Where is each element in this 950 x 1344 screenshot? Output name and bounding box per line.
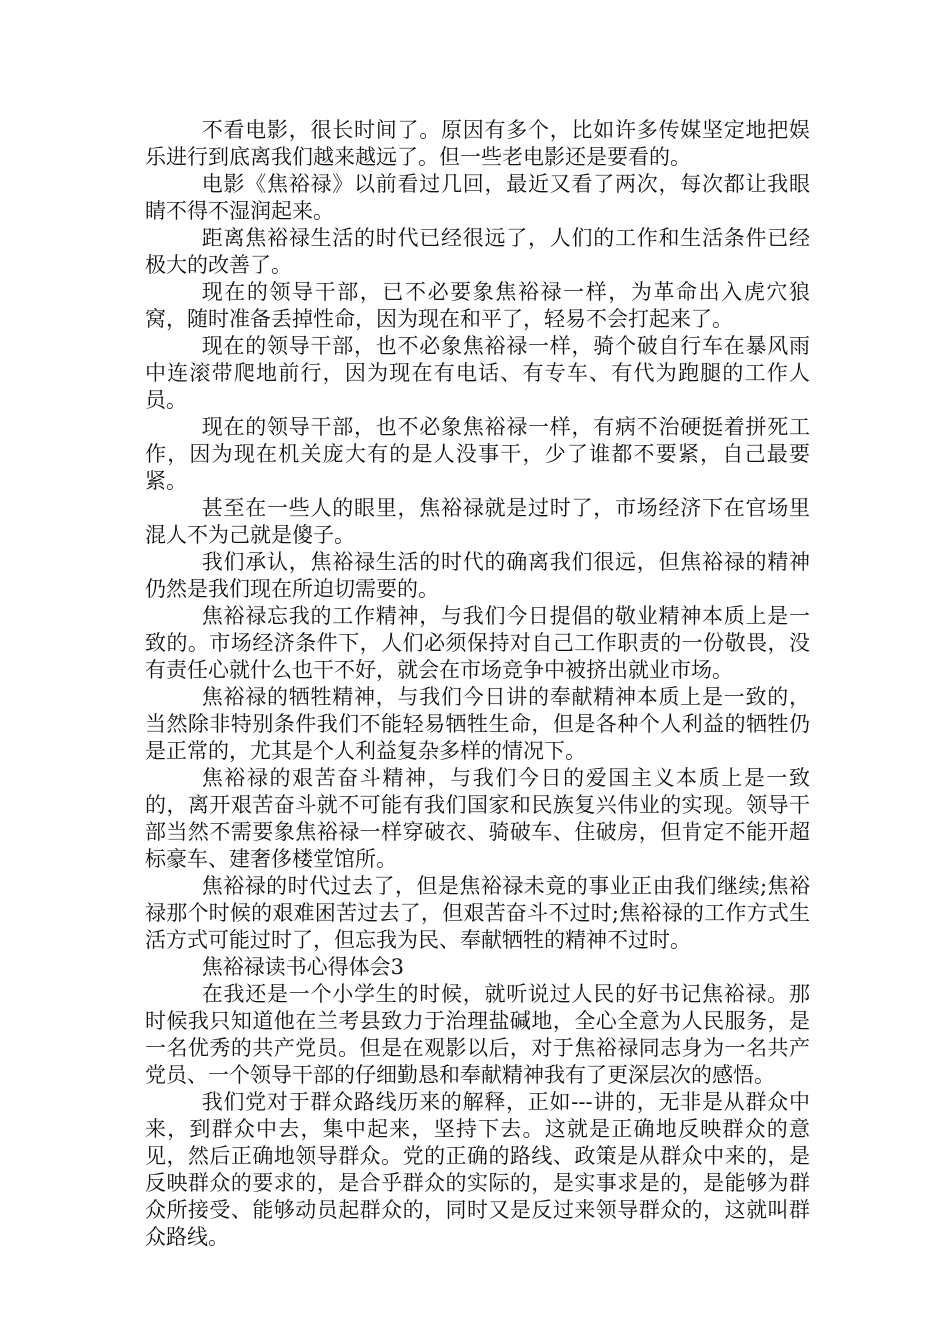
paragraph-12: 焦裕禄的时代过去了，但是焦裕禄未竟的事业正由我们继续;焦裕禄那个时候的艰难困苦过去了，但艰苦奋斗不过时;焦裕禄的工作方式生活方式可能过时了，但忘我为民、奉献牺牲的精神不过时。 <box>145 874 810 952</box>
paragraph-1: 不看电影，很长时间了。原因有多个，比如许多传媒坚定地把娱乐进行到底离我们越来越远了。但一些老电影还是要看的。 <box>145 118 810 169</box>
paragraph-10: 焦裕禄的牺牲精神，与我们今日讲的奉献精神本质上是一致的，当然除非特别条件我们不能轻易牺牲生命，但是各种个人利益的牺牲仍是正常的，尤其是个人利益复杂多样的情况下。 <box>145 685 810 763</box>
section-heading: 焦裕禄读书心得体会3 <box>201 955 405 979</box>
paragraph-5: 现在的领导干部，也不必象焦裕禄一样，骑个破自行车在暴风雨中连滚带爬地前行，因为现在有电话、有专车、有代为跑腿的工作人员。 <box>145 334 810 412</box>
paragraph-9: 焦裕禄忘我的工作精神，与我们今日提倡的敬业精神本质上是一致的。市场经济条件下，人们必须保持对自己工作职责的一份敬畏，没有责任心就什么也干不好，就会在市场竞争中被挤出就业市场。 <box>145 604 810 682</box>
document-body <box>145 117 810 1251</box>
paragraph-8: 我们承认，焦裕禄生活的时代的确离我们很远，但焦裕禄的精神仍然是我们现在所迫切需要的。 <box>145 550 810 601</box>
paragraph-15: 我们党对于群众路线历来的解释，正如---讲的，无非是从群众中来，到群众中去，集中起来，坚持下去。这就是正确地反映群众的意见，然后正确地领导群众。党的正确的路线、政策是从群众中来的，是反映群众的要求的，是合乎群众的实际的，是实事求是的，是能够为群众所接受、能够动员起群众的，同时又是反过来领导群众的，这就叫群众路线。 <box>145 1090 810 1249</box>
paragraph-7: 甚至在一些人的眼里，焦裕禄就是过时了，市场经济下在官场里混人不为己就是傻子。 <box>145 496 810 547</box>
paragraph-3: 距离焦裕禄生活的时代已经很远了，人们的工作和生活条件已经极大的改善了。 <box>145 226 810 277</box>
paragraph-14: 在我还是一个小学生的时候，就听说过人民的好书记焦裕禄。那时候我只知道他在兰考县致力于治理盐碱地，全心全意为人民服务，是一名优秀的共产党员。但是在观影以后，对于焦裕禄同志身为一名共产党员、一个领导干部的仔细勤恳和奉献精神我有了更深层次的感悟。 <box>145 982 810 1087</box>
paragraph-4: 现在的领导干部，已不必要象焦裕禄一样，为革命出入虎穴狼窝，随时准备丢掉性命，因为现在和平了，轻易不会打起来了。 <box>145 280 810 331</box>
paragraph-6: 现在的领导干部，也不必象焦裕禄一样，有病不治硬挺着拼死工作，因为现在机关庞大有的是人没事干，少了谁都不要紧，自己最要紧。 <box>145 415 810 493</box>
paragraph-11: 焦裕禄的艰苦奋斗精神，与我们今日的爱国主义本质上是一致的，离开艰苦奋斗就不可能有我们国家和民族复兴伟业的实现。领导干部当然不需要象焦裕禄一样穿破衣、骑破车、住破房，但肯定不能开超标豪车、建奢侈楼堂馆所。 <box>145 766 810 871</box>
paragraph-2: 电影《焦裕禄》以前看过几回，最近又看了两次，每次都让我眼睛不得不湿润起来。 <box>145 172 810 223</box>
